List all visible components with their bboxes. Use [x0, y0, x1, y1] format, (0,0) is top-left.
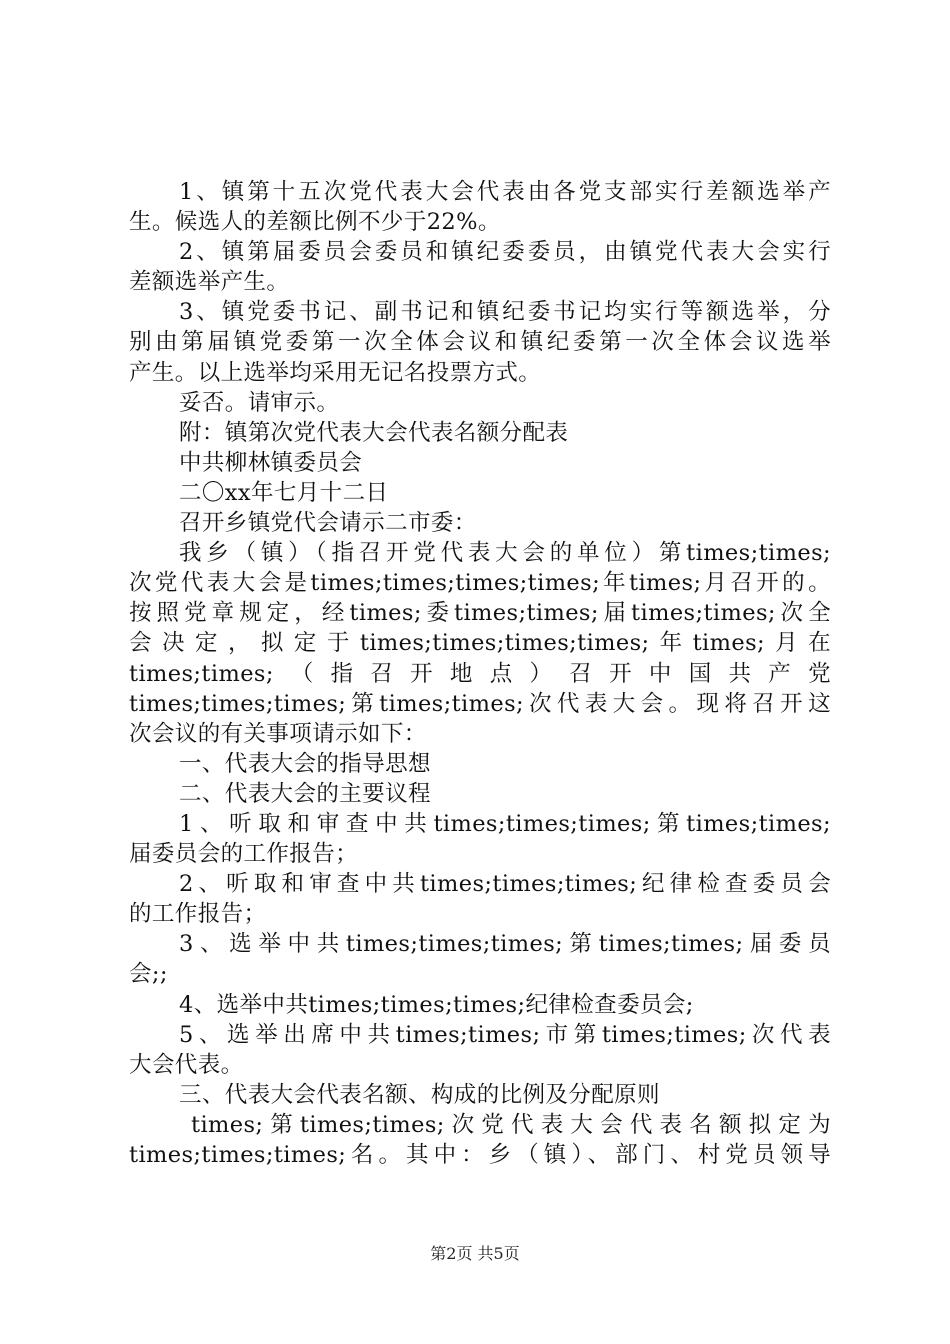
text-line: times;times;times;名。其中：乡（镇）、部门、村党员领导: [129, 1142, 831, 1168]
text-line: 会;;: [129, 961, 168, 988]
text-line: 二、代表大会的主要议程: [179, 780, 431, 807]
text-line: 别由第届镇党委第一次全体会议和镇纪委第一次全体会议选举: [129, 329, 831, 356]
text-line: 的工作报告；: [129, 901, 267, 928]
text-line: 召开乡镇党代会请示二市委：: [179, 510, 477, 537]
text-line: 产生。以上选举均采用无记名投票方式。: [129, 359, 542, 386]
text-line: 3、镇党委书记、副书记和镇纪委书记均实行等额选举，分: [179, 299, 831, 326]
text-line: 中共柳林镇委员会: [179, 449, 363, 476]
text-line: 附：镇第次党代表大会代表名额分配表: [179, 419, 569, 446]
text-line: times;times;times;第times;times;次代表大会。现将召开这: [129, 690, 831, 717]
text-line: 1、镇第十五次党代表大会代表由各党支部实行差额选举产: [179, 179, 831, 205]
text-line: 届委员会的工作报告；: [129, 841, 359, 868]
text-line: 大会代表。: [129, 1051, 244, 1078]
text-line: 差额选举产生。: [129, 269, 290, 296]
text-line: 妥否。请审示。: [179, 389, 340, 416]
text-line: 2、听取和审查中共times;times;times;纪律检查委员会: [179, 871, 831, 898]
text-line: 三、代表大会代表名额、构成的比例及分配原则: [179, 1081, 660, 1108]
text-line: 二〇xx年七月十二日: [179, 479, 389, 506]
text-line: 1、听取和审查中共times;times;times;第times;times;: [179, 810, 831, 837]
text-line: 按照党章规定，经times;委times;times;届times;times;次全: [129, 600, 831, 627]
page-footer: 第2页 共5页: [430, 1244, 520, 1263]
text-line: times;第times;times;次党代表大会代表名额拟定为: [191, 1111, 831, 1138]
text-line: 一、代表大会的指导思想: [179, 750, 431, 777]
text-line: 生。候选人的差额比例不少于22%。: [129, 209, 501, 236]
text-line: 4、选举中共times;times;times;纪律检查委员会;: [179, 991, 694, 1018]
text-line: 次党代表大会是times;times;times;times;年times;月召开的。: [129, 570, 831, 597]
document-body: [129, 177, 831, 1170]
text-line: 5、选举出席中共times;times;市第times;times;次代表: [179, 1021, 831, 1048]
text-line: 2、镇第届委员会委员和镇纪委委员，由镇党代表大会实行: [179, 239, 831, 266]
text-line: times;times;（指召开地点）召开中国共产党: [129, 660, 831, 687]
text-line: 会决定，拟定于times;times;times;times;年times;月在: [129, 630, 831, 657]
text-line: 次会议的有关事项请示如下：: [129, 720, 427, 747]
text-line: 我乡（镇）（指召开党代表大会的单位）第times;times;: [179, 540, 831, 567]
text-line: 3、选举中共times;times;times;第times;times;届委员: [179, 931, 831, 958]
